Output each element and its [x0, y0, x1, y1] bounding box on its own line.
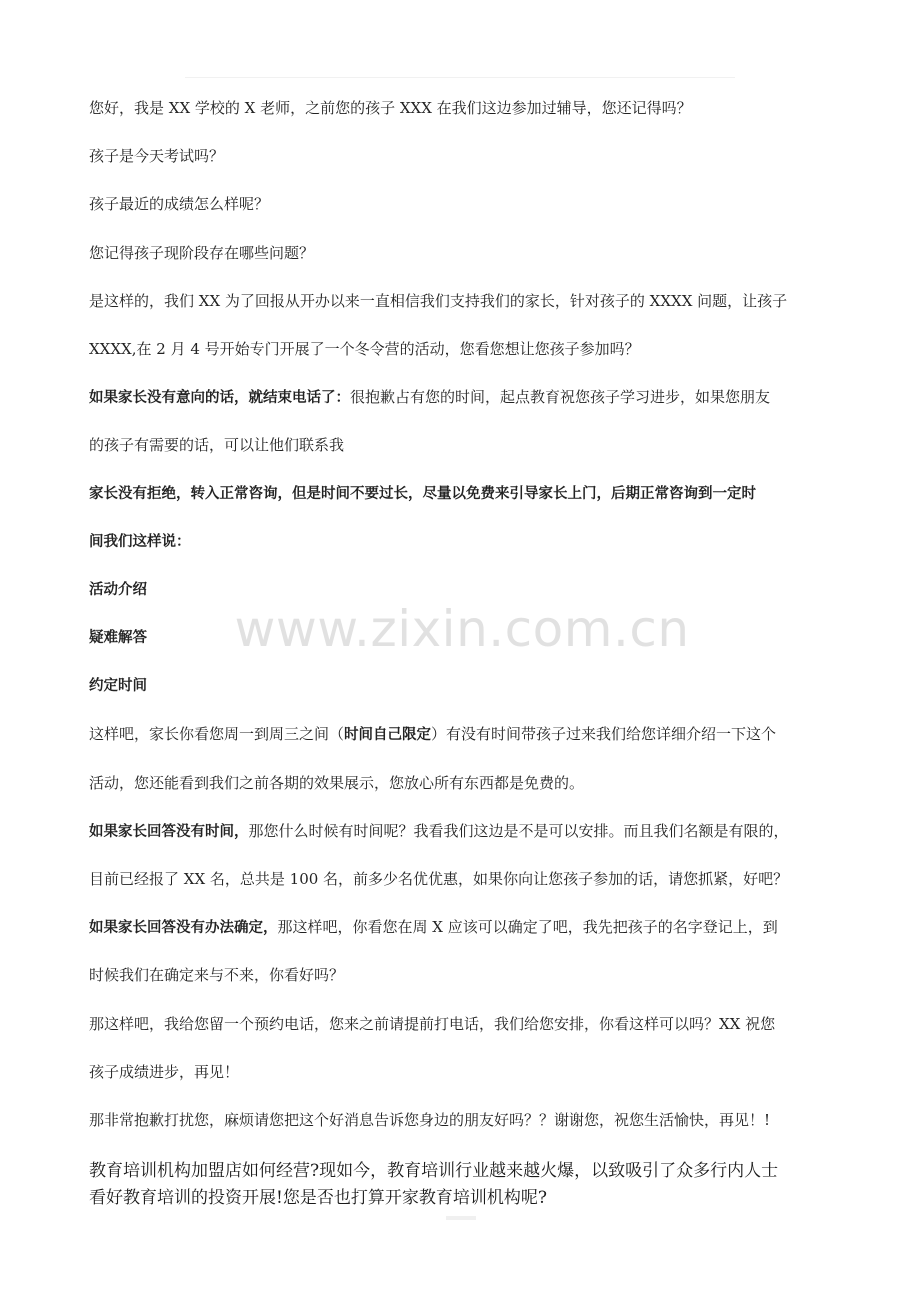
closing-line-2: 看好教育培训的投资开展!您是否也打算开家教育培训机构呢? — [89, 1188, 547, 1208]
undecided-paragraph — [89, 903, 839, 951]
farewell-paragraph: 那非常抱歉打扰您，麻烦请您把这个好消息告诉您身边的朋友好吗？？谢谢您，祝您生活愉快，再见！! — [89, 1110, 771, 1129]
no-time-paragraph — [89, 807, 839, 855]
closing-line-1: 教育培训机构加盟店如何经营?现如今，教育培训行业越来越火爆，以致吸引了众多行内人士 — [89, 1161, 779, 1181]
header-rule — [185, 77, 735, 78]
schedule-paragraph — [89, 710, 839, 758]
no-time-line-2: 目前已经报了 XX 名，总共是 100 名，前多少名优优惠，如果你向让您孩子参加的话，请您抓紧，好吧？ — [89, 870, 789, 888]
phone-paragraph-line-2: 孩子成绩进步，再见！ — [89, 1062, 240, 1081]
undecided-line-2: 时候我们在确定来与不来，你看好吗？ — [89, 966, 345, 985]
undecided-text: 那这样吧，你看您在周 X 应该可以确定了吧，我先把孩子的名字登记上，到 — [277, 918, 778, 937]
schedule-text-post: ）有没有时间带孩子过来我们给您详细介绍一下这个 — [431, 725, 777, 744]
question-problems: 您记得孩子现阶段存在哪些问题？ — [89, 243, 315, 262]
schedule-text-pre: 这样吧，家长你看您周一到周三之间（ — [89, 725, 345, 744]
footer-mark — [446, 1216, 476, 1220]
schedule-text-bold: 时间自己限定 — [344, 727, 432, 744]
question-exam: 孩子是今天考试吗？ — [89, 147, 225, 166]
heading-qa: 疑难解答 — [89, 630, 147, 647]
consult-instruction-line-1: 家长没有拒绝，转入正常咨询，但是时间不要过长，尽量以免费来引导家长上门，后期正常咨询到一定时 — [89, 485, 756, 502]
no-interest-line-2: 的孩子有需要的话，可以让他们联系我 — [89, 436, 345, 455]
no-time-heading: 如果家长回答没有时间， — [89, 823, 249, 840]
phone-paragraph-line-1: 那这样吧，我给您留一个预约电话，您来之前请提前打电话，我们给您安排，你看这样可以吗？XX 祝您 — [89, 1014, 776, 1033]
camp-intro-line-2: XXXX,在 2 月 4 号开始专门开展了一个冬令营的活动，您看您想让您孩子参加吗？ — [89, 339, 640, 358]
document-body — [89, 84, 839, 1144]
no-interest-paragraph — [89, 373, 839, 421]
undecided-heading: 如果家长回答没有办法确定， — [89, 920, 278, 937]
schedule-line-2: 活动，您还能看到我们之前各期的效果展示，您放心所有东西都是免费的。 — [89, 773, 585, 792]
consult-instruction-line-2: 间我们这样说： — [89, 533, 191, 550]
closing-paragraph — [89, 1158, 849, 1212]
camp-intro-line-1: 是这样的，我们 XX 为了回报从开办以来一直相信我们支持我们的家长，针对孩子的 XXXX 问题，让孩子 — [89, 291, 788, 310]
heading-activity-intro: 活动介绍 — [89, 581, 147, 598]
heading-schedule: 约定时间 — [89, 678, 147, 695]
question-grades: 孩子最近的成绩怎么样呢？ — [89, 195, 270, 214]
no-time-text: 那您什么时候有时间呢？我看我们这边是不是可以安排。而且我们名额是有限的， — [248, 821, 789, 840]
no-interest-heading: 如果家长没有意向的话，就结束电话了： — [89, 390, 350, 407]
no-interest-text: 很抱歉占有您的时间，起点教育祝您孩子学习进步，如果您朋友 — [350, 388, 771, 407]
greeting-paragraph: 您好，我是 XX 学校的 X 老师，之前您的孩子 XXX 在我们这边参加过辅导，您还记得吗？ — [89, 99, 692, 117]
watermark: www.zixin.com.cn — [234, 600, 690, 658]
